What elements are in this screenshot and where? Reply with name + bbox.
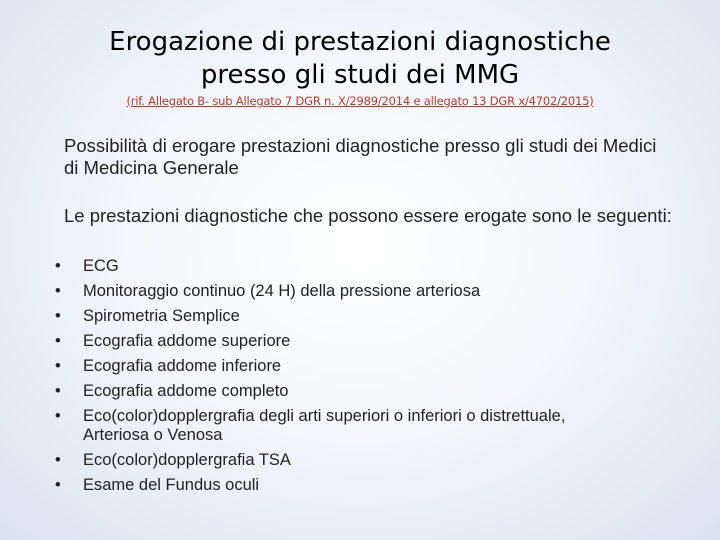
diagnostic-services-list [55, 254, 675, 498]
list-item [55, 354, 675, 379]
intro-paragraph: Possibilità di erogare prestazioni diagnostiche presso gli studi dei Medici di Medicina Generale [64, 135, 657, 178]
title-line-1: Erogazione di prestazioni diagnostiche [109, 27, 611, 57]
bullet-icon: • [55, 476, 61, 494]
slide-title [40, 26, 680, 92]
title-line-2: presso gli studi dei MMG [200, 60, 520, 90]
list-item-text: Esame del Fundus oculi [83, 476, 260, 494]
list-item-text: Ecografia addome completo [83, 382, 289, 400]
list-item-text: Eco(color)dopplergrafia degli arti superiori o inferiori o distrettuale, [83, 407, 566, 425]
list-item-continuation: Arteriosa o Venosa [83, 426, 223, 444]
bullet-icon: • [55, 382, 61, 400]
list-item-text: Ecografia addome superiore [83, 332, 291, 350]
bullet-icon: • [55, 357, 61, 375]
bullet-icon: • [55, 332, 61, 350]
list-intro-paragraph: Le prestazioni diagnostiche che possono essere erogate sono le seguenti: [64, 205, 672, 226]
list-item-text: ECG [83, 257, 119, 275]
list-item-text: Spirometria Semplice [83, 307, 240, 325]
list-item [55, 473, 675, 498]
list-item-text: Monitoraggio continuo (24 H) della pressione arteriosa [83, 282, 481, 300]
list-item-text: Eco(color)dopplergrafia TSA [83, 451, 291, 469]
list-item [55, 254, 675, 279]
list-item [55, 448, 675, 473]
bullet-icon: • [55, 307, 61, 325]
reference-note: (rif. Allegato B- sub Allegato 7 DGR n. X/2989/2014 e allegato 13 DGR x/4702/2015) [126, 94, 594, 108]
list-item [55, 379, 675, 404]
list-item-text: Ecografia addome inferiore [83, 357, 282, 375]
list-item [55, 404, 675, 445]
bullet-icon: • [55, 257, 61, 275]
bullet-icon: • [55, 407, 61, 425]
bullet-icon: • [55, 282, 61, 300]
list-item [55, 279, 675, 304]
bullet-icon: • [55, 451, 61, 469]
list-item [55, 329, 675, 354]
list-item [55, 304, 675, 329]
